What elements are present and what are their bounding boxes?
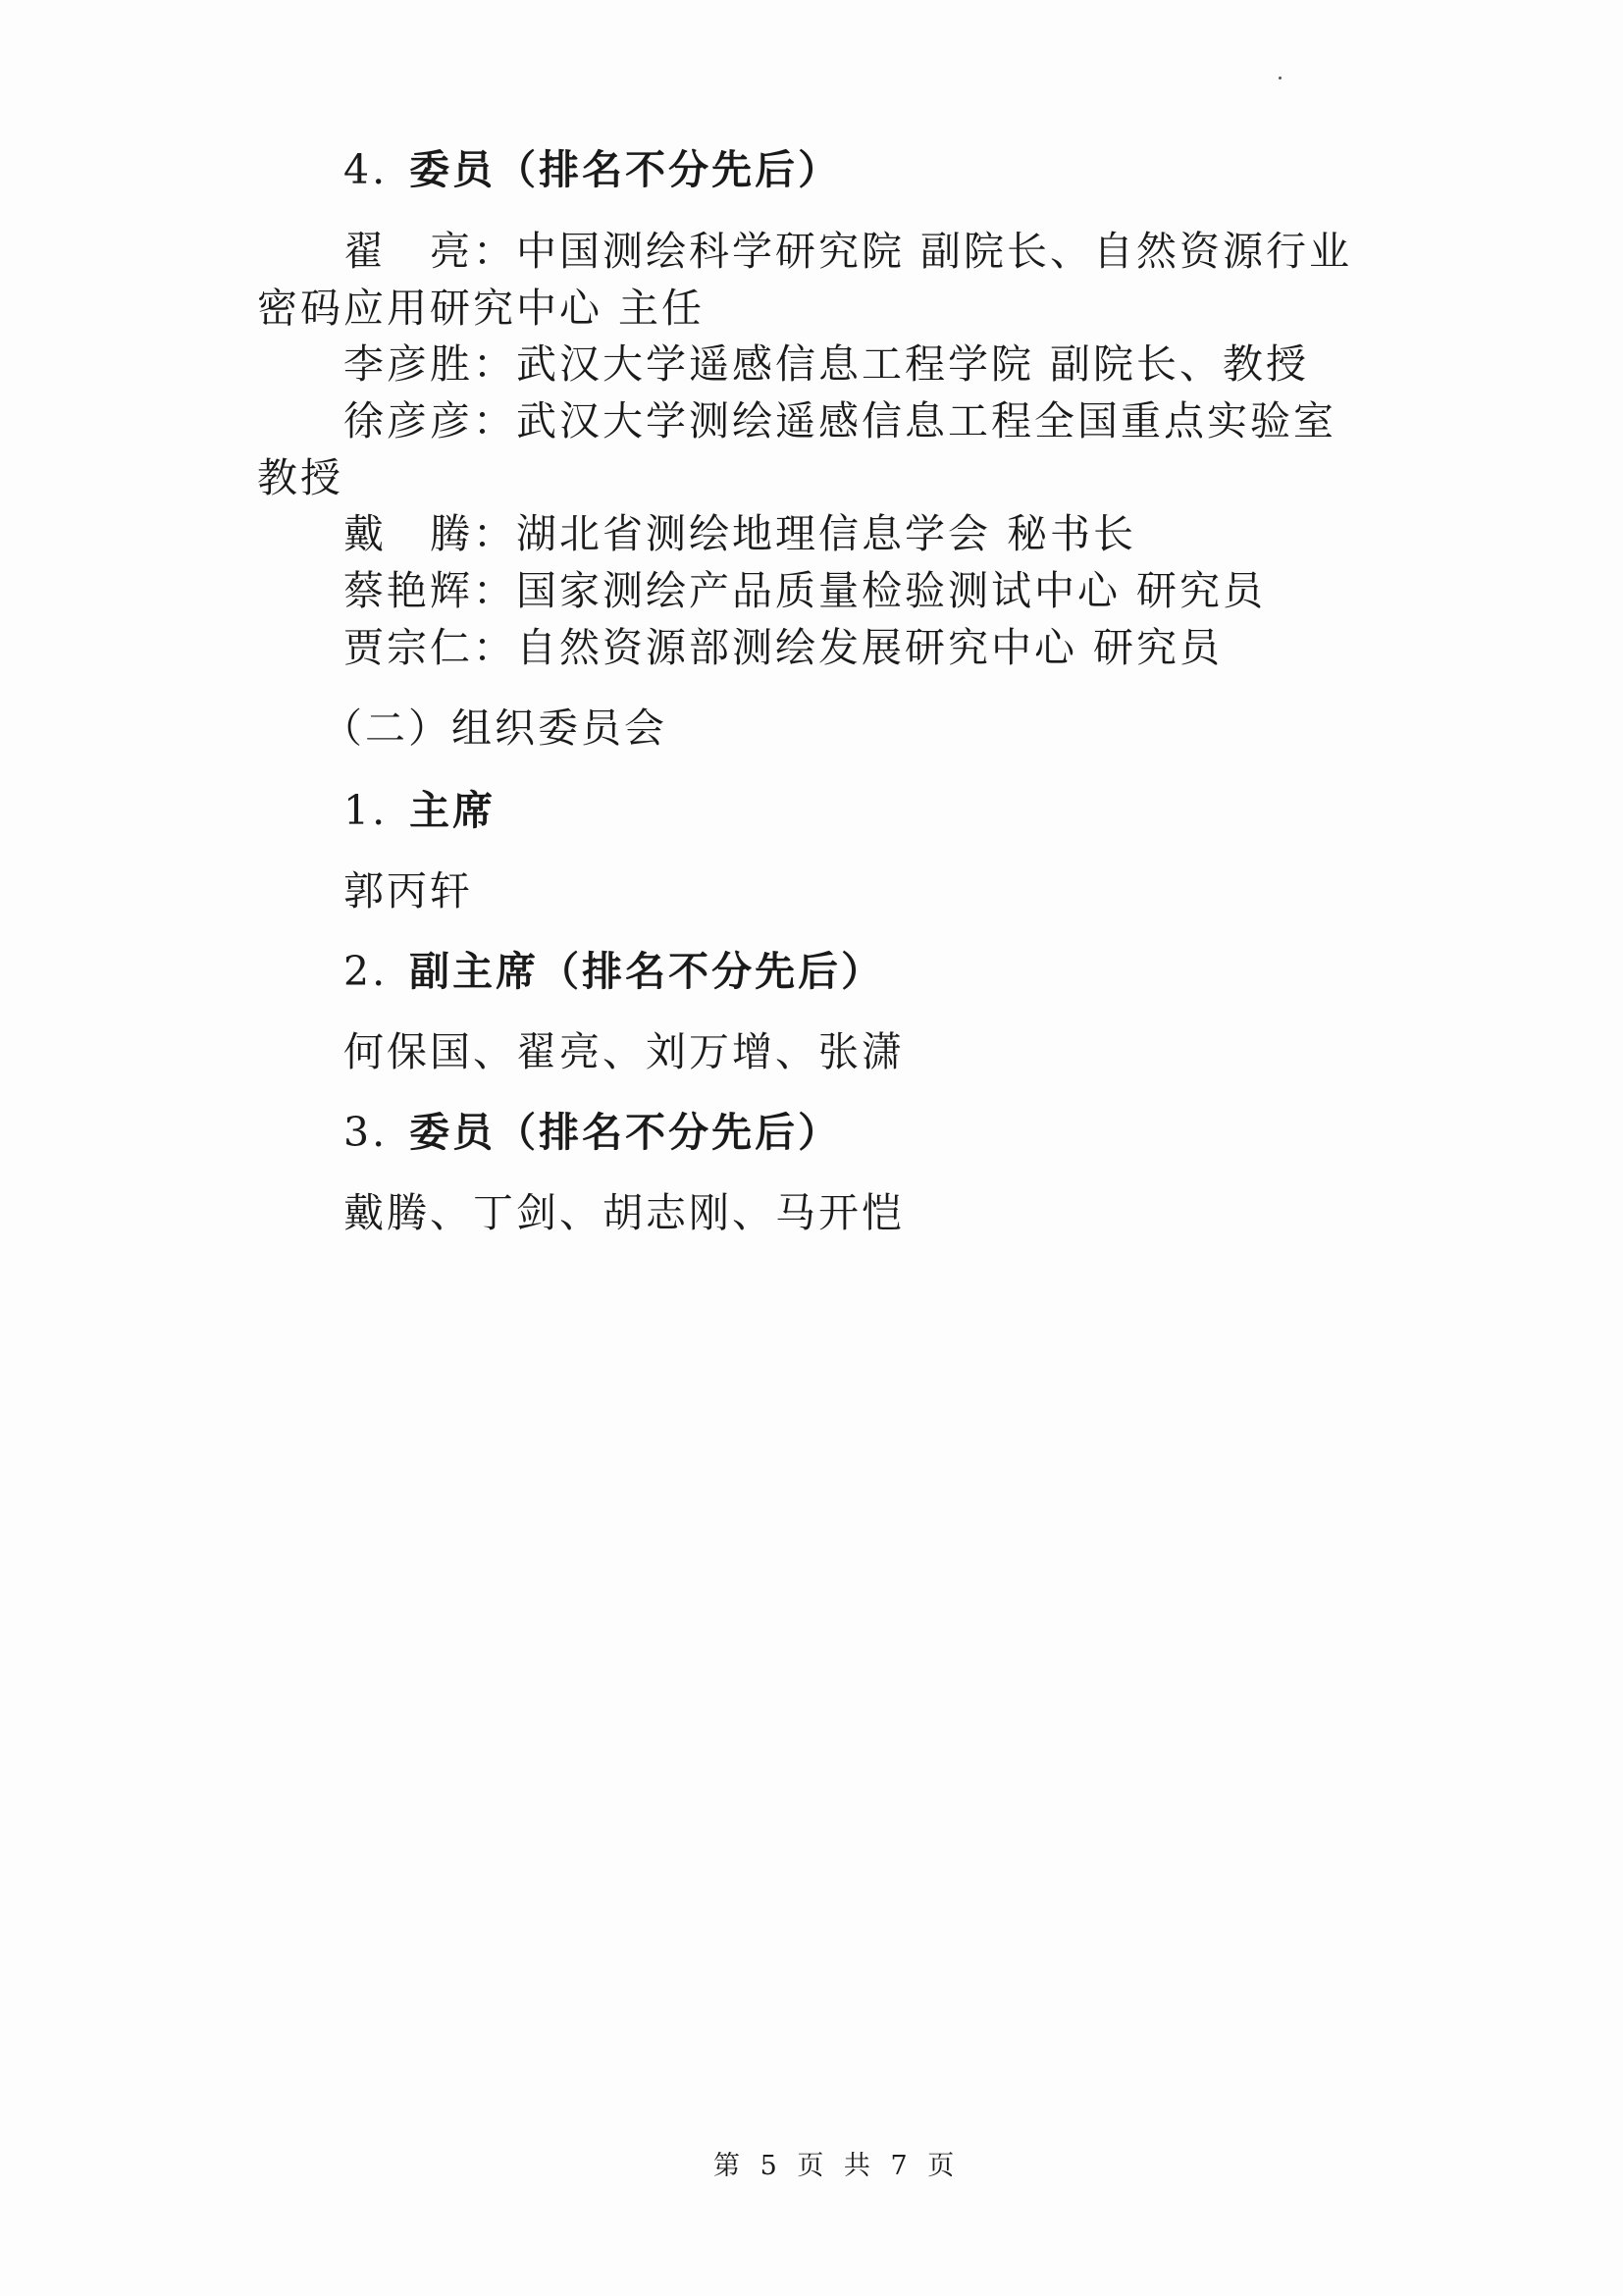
member-line <box>343 228 1353 275</box>
member-line <box>343 397 1336 444</box>
member-line-continued <box>257 454 343 501</box>
member-name: 蔡艳辉： <box>343 567 516 614</box>
member-line <box>343 510 1137 557</box>
org-committee-heading-text: （二）组织委员会 <box>322 704 667 752</box>
committee-members-names-text: 戴腾、丁剑、胡志刚、马开恺 <box>343 1189 905 1236</box>
member-role: 自然资源部测绘发展研究中心 研究员 <box>516 624 1224 671</box>
member-line <box>343 624 1224 671</box>
chair-title: 主席 <box>409 787 497 834</box>
member-name: 徐彦彦： <box>343 397 516 444</box>
chair-heading <box>343 787 497 834</box>
committee-members-title: 委员（排名不分先后） <box>409 1109 842 1156</box>
section4-heading <box>343 146 842 193</box>
member-name: 翟 亮： <box>343 228 516 275</box>
member-line <box>343 340 1310 388</box>
section4-title: 委员（排名不分先后） <box>409 146 842 193</box>
vice-chair-title: 副主席（排名不分先后） <box>409 948 885 995</box>
committee-members-names <box>343 1189 905 1236</box>
member-line-continued <box>257 285 706 332</box>
chair-names-text: 郭丙轩 <box>343 867 473 914</box>
chair-number: 1. <box>343 787 389 834</box>
member-role: 武汉大学测绘遥感信息工程全国重点实验室 <box>516 397 1336 444</box>
member-role: 中国测绘科学研究院 副院长、自然资源行业 <box>516 228 1353 275</box>
member-role: 国家测绘产品质量检验测试中心 研究员 <box>516 567 1267 614</box>
vice-chair-number: 2. <box>343 948 389 995</box>
chair-names <box>343 867 473 914</box>
committee-members-heading <box>343 1109 842 1156</box>
org-committee-heading <box>322 704 667 752</box>
member-line <box>343 567 1267 614</box>
scan-speck <box>1279 77 1282 79</box>
member-name: 贾宗仁： <box>343 624 516 671</box>
vice-chair-names-text: 何保国、翟亮、刘万增、张潇 <box>343 1028 905 1075</box>
member-role-continued: 教授 <box>257 454 343 501</box>
member-name: 戴 腾： <box>343 510 516 557</box>
vice-chair-heading <box>343 948 885 995</box>
vice-chair-names <box>343 1028 905 1075</box>
member-name: 李彦胜： <box>343 340 516 388</box>
member-role: 武汉大学遥感信息工程学院 副院长、教授 <box>516 340 1310 388</box>
committee-members-number: 3. <box>343 1109 389 1156</box>
member-role: 湖北省测绘地理信息学会 秘书长 <box>516 510 1137 557</box>
member-role-continued: 密码应用研究中心 主任 <box>257 285 706 332</box>
section4-number: 4. <box>343 146 389 193</box>
page-footer: 第 5 页 共 7 页 <box>713 2151 961 2181</box>
